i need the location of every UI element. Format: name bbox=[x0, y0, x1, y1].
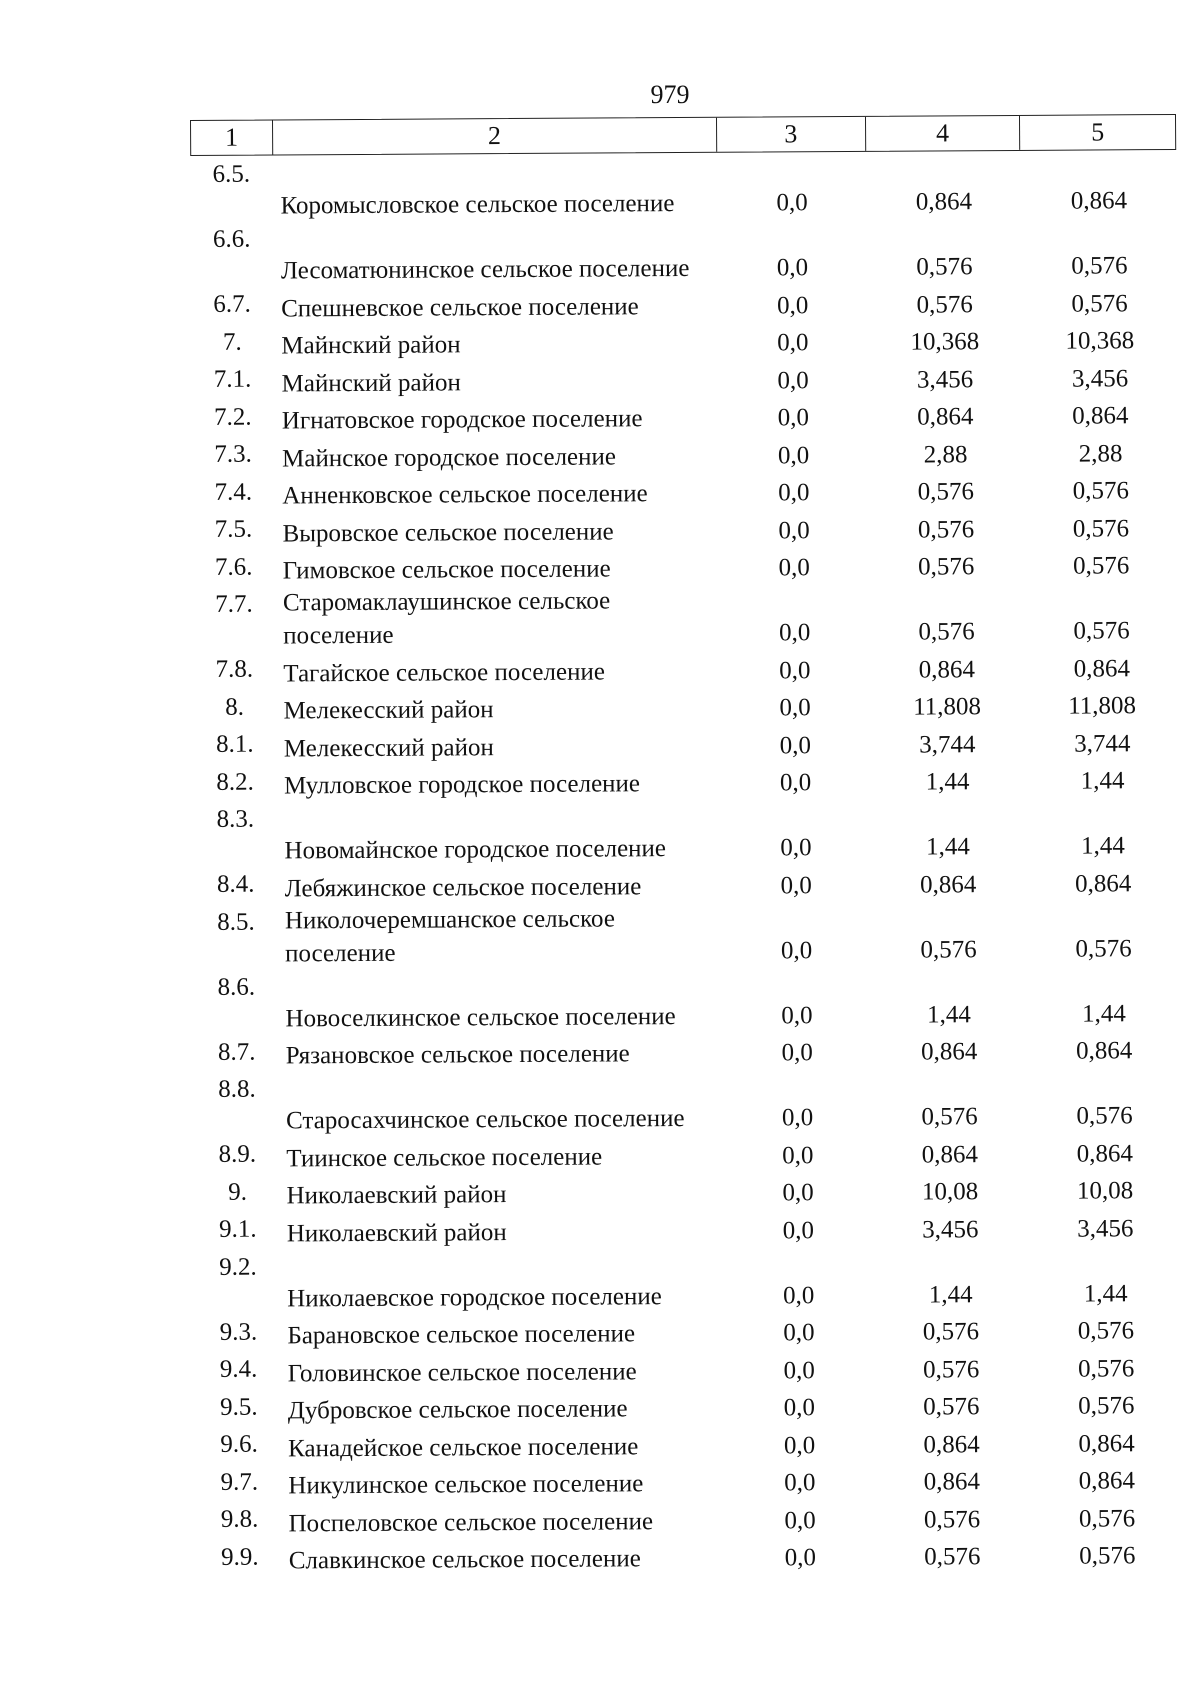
row-number: 8.5. bbox=[217, 908, 255, 936]
row-col-5: 1,44 bbox=[1080, 832, 1125, 860]
table-row bbox=[195, 964, 1181, 1035]
row-col-4: 0,576 bbox=[916, 253, 973, 281]
row-col-5: 3,744 bbox=[1074, 729, 1131, 758]
header-col-2: 2 bbox=[273, 118, 717, 155]
table-row bbox=[197, 1207, 1183, 1251]
table-row bbox=[194, 797, 1180, 868]
row-col-3: 0,0 bbox=[781, 1104, 814, 1132]
row-col-5: 11,808 bbox=[1068, 692, 1137, 720]
row-name: Тагайское сельское поселение bbox=[283, 657, 605, 687]
row-col-5: 0,576 bbox=[1071, 252, 1128, 280]
row-col-4: 10,368 bbox=[910, 328, 980, 356]
table-body bbox=[190, 152, 1185, 1578]
row-col-3: 0,0 bbox=[783, 1431, 816, 1459]
row-col-4: 0,576 bbox=[917, 515, 975, 544]
header-col-3: 3 bbox=[717, 117, 866, 152]
row-name: Гимовское сельское поселение bbox=[282, 555, 611, 585]
row-col-3: 0,0 bbox=[782, 1281, 815, 1309]
row-number: 6.7. bbox=[213, 290, 251, 318]
row-col-3: 0,0 bbox=[776, 189, 808, 217]
row-number: 6.6. bbox=[212, 225, 251, 253]
row-number: 8.6. bbox=[217, 973, 256, 1001]
row-col-3: 0,0 bbox=[778, 619, 811, 647]
row-col-4: 0,864 bbox=[921, 1140, 979, 1169]
row-number: 6.5. bbox=[212, 160, 251, 188]
row-col-4: 0,576 bbox=[920, 935, 977, 964]
table-header-row bbox=[190, 114, 1176, 156]
row-number: 8.4. bbox=[216, 870, 255, 898]
header-col-4: 4 bbox=[866, 116, 1021, 151]
table-row bbox=[192, 432, 1178, 476]
row-col-5: 0,864 bbox=[1078, 1429, 1135, 1458]
row-number: 9.7. bbox=[220, 1468, 259, 1496]
table-row bbox=[198, 1497, 1184, 1541]
row-col-5: 0,576 bbox=[1079, 1542, 1136, 1570]
table-row bbox=[198, 1422, 1184, 1466]
row-col-3: 0,0 bbox=[784, 1469, 816, 1497]
row-number: 9.8. bbox=[220, 1505, 259, 1533]
row-col-3: 0,0 bbox=[778, 554, 810, 582]
row-col-4: 0,864 bbox=[919, 870, 977, 899]
row-col-5: 0,576 bbox=[1077, 1354, 1135, 1383]
row-name: Николаевское городское поселение bbox=[287, 1282, 662, 1312]
row-col-4: 1,44 bbox=[928, 1280, 973, 1309]
table-row bbox=[198, 1347, 1184, 1391]
row-name: Барановское сельское поселение bbox=[287, 1320, 636, 1350]
row-name: Мелекесский район bbox=[283, 696, 494, 725]
row-col-4: 0,576 bbox=[922, 1355, 980, 1384]
table-row bbox=[196, 1132, 1182, 1176]
table-row bbox=[190, 152, 1176, 223]
data-table bbox=[190, 114, 1185, 1578]
row-name: Спешневское сельское поселение bbox=[281, 292, 639, 322]
table-row bbox=[198, 1459, 1184, 1503]
row-col-5: 0,576 bbox=[1073, 552, 1130, 580]
row-name: Майнский район bbox=[281, 368, 461, 397]
row-col-5: 2,88 bbox=[1078, 439, 1123, 468]
row-col-3: 0,0 bbox=[780, 871, 812, 899]
row-number: 7.6. bbox=[214, 553, 253, 581]
row-col-3: 0,0 bbox=[780, 834, 812, 862]
row-col-5: 0,576 bbox=[1072, 514, 1130, 543]
row-col-4: 1,44 bbox=[927, 1000, 971, 1029]
row-number: 8.3. bbox=[216, 805, 255, 833]
page-number: 979 bbox=[650, 80, 690, 109]
row-number: 8. bbox=[225, 693, 245, 721]
row-name: Дубровское сельское поселение bbox=[287, 1395, 628, 1425]
row-number: 9. bbox=[228, 1178, 248, 1206]
row-name: Николаевский район bbox=[286, 1218, 507, 1247]
row-col-4: 0,576 bbox=[922, 1318, 980, 1346]
row-name: Мелекесский район bbox=[283, 733, 494, 762]
row-number: 7.2. bbox=[213, 403, 252, 431]
row-number: 8.9. bbox=[218, 1140, 257, 1168]
table-row bbox=[195, 899, 1181, 970]
row-col-4: 0,576 bbox=[918, 553, 975, 581]
row-col-3: 0,0 bbox=[778, 516, 810, 544]
row-col-5: 3,456 bbox=[1071, 364, 1129, 393]
row-number: 9.9. bbox=[220, 1543, 259, 1571]
table-row bbox=[193, 647, 1179, 691]
row-col-4: 0,576 bbox=[923, 1393, 980, 1421]
table-row bbox=[191, 282, 1177, 326]
row-col-4: 0,864 bbox=[915, 188, 973, 216]
row-number: 9.4. bbox=[219, 1355, 258, 1383]
row-number: 8.1. bbox=[215, 730, 254, 758]
table-row bbox=[195, 862, 1181, 906]
row-col-4: 11,808 bbox=[913, 693, 982, 721]
row-number: 9.1. bbox=[218, 1215, 257, 1243]
table-row bbox=[199, 1534, 1185, 1578]
row-name: Николаевский район bbox=[286, 1181, 507, 1210]
row-name: Никулинское сельское поселение bbox=[288, 1470, 644, 1500]
table-row bbox=[192, 394, 1178, 438]
row-col-4: 3,744 bbox=[919, 730, 976, 759]
row-name: Лесоматюнинское сельское поселение bbox=[280, 254, 690, 285]
row-col-5: 0,864 bbox=[1075, 1037, 1133, 1065]
row-col-5: 3,456 bbox=[1077, 1214, 1134, 1243]
row-col-4: 0,576 bbox=[917, 478, 974, 506]
row-col-4: 0,864 bbox=[923, 1430, 980, 1459]
row-number: 9.3. bbox=[219, 1318, 258, 1346]
row-name: Мулловское городское поселение bbox=[283, 770, 641, 800]
row-number: 7.5. bbox=[214, 515, 253, 543]
header-col-1: 1 bbox=[191, 120, 273, 154]
table-row bbox=[196, 1067, 1182, 1138]
row-number: 9.6. bbox=[220, 1430, 258, 1458]
row-col-5: 0,864 bbox=[1076, 1139, 1134, 1168]
row-col-3: 0,0 bbox=[779, 656, 811, 684]
row-number: 8.8. bbox=[218, 1075, 256, 1103]
row-col-3: 0,0 bbox=[784, 1506, 816, 1534]
row-col-3: 0,0 bbox=[779, 694, 811, 722]
row-col-5: 0,576 bbox=[1078, 1392, 1135, 1420]
row-col-4: 10,08 bbox=[921, 1178, 979, 1206]
row-col-3: 0,0 bbox=[779, 769, 812, 797]
row-col-4: 0,576 bbox=[916, 290, 973, 319]
row-col-3: 0,0 bbox=[777, 329, 809, 357]
row-name: Николочеремшанское сельское поселение bbox=[284, 904, 615, 967]
row-col-3: 0,0 bbox=[782, 1179, 814, 1207]
row-col-4: 3,456 bbox=[922, 1215, 979, 1244]
row-col-3: 0,0 bbox=[782, 1141, 814, 1169]
row-col-3: 0,0 bbox=[781, 1039, 813, 1067]
row-name: Новоселкинское сельское поселение bbox=[285, 1002, 676, 1032]
row-col-4: 0,576 bbox=[923, 1505, 981, 1534]
row-col-3: 0,0 bbox=[777, 366, 809, 394]
table-row bbox=[198, 1384, 1184, 1428]
row-col-4: 0,576 bbox=[918, 618, 975, 646]
table-row bbox=[191, 319, 1177, 363]
row-number: 7.8. bbox=[215, 655, 254, 683]
row-col-3: 0,0 bbox=[776, 254, 809, 282]
row-name: Головинское сельское поселение bbox=[287, 1357, 637, 1387]
row-col-5: 0,576 bbox=[1075, 934, 1132, 963]
row-number: 9.5. bbox=[220, 1393, 258, 1421]
row-col-3: 0,0 bbox=[781, 1001, 813, 1029]
row-col-5: 0,576 bbox=[1078, 1504, 1136, 1533]
row-name: Лебяжинское сельское поселение bbox=[284, 872, 642, 902]
row-col-5: 1,44 bbox=[1082, 999, 1126, 1028]
row-col-4: 0,864 bbox=[923, 1468, 981, 1496]
row-col-3: 0,0 bbox=[777, 404, 810, 432]
table-row bbox=[196, 1169, 1182, 1213]
row-col-4: 2,88 bbox=[923, 440, 968, 469]
row-name: Поспеловское сельское поселение bbox=[288, 1507, 654, 1537]
row-col-5: 0,576 bbox=[1073, 617, 1130, 645]
row-name: Славкинское сельское поселение bbox=[288, 1545, 641, 1575]
row-col-4: 1,44 bbox=[925, 768, 970, 796]
row-name: Канадейское сельское поселение bbox=[288, 1432, 639, 1462]
row-col-3: 0,0 bbox=[783, 1319, 815, 1347]
row-col-5: 0,864 bbox=[1072, 402, 1129, 430]
row-col-4: 0,864 bbox=[918, 655, 976, 684]
row-col-5: 0,864 bbox=[1073, 654, 1131, 683]
row-col-5: 0,576 bbox=[1077, 1317, 1135, 1345]
row-col-3: 0,0 bbox=[776, 291, 809, 319]
row-name: Тиинское сельское поселение bbox=[286, 1143, 603, 1172]
table-row bbox=[191, 357, 1177, 401]
row-col-3: 0,0 bbox=[778, 479, 810, 507]
row-number: 7.1. bbox=[213, 365, 252, 393]
row-col-4: 3,456 bbox=[916, 365, 974, 394]
row-col-3: 0,0 bbox=[779, 731, 812, 759]
row-name: Игнатовское городское поселение bbox=[281, 405, 643, 435]
header-col-5: 5 bbox=[1091, 117, 1105, 147]
table-row bbox=[194, 759, 1180, 803]
table-row bbox=[193, 544, 1179, 588]
row-col-5: 0,576 bbox=[1072, 477, 1129, 505]
row-col-3: 0,0 bbox=[777, 441, 810, 469]
row-number: 8.2. bbox=[216, 768, 254, 796]
row-name: Коромысловское сельское поселение bbox=[280, 190, 675, 220]
table-row bbox=[194, 722, 1180, 766]
row-col-4: 0,864 bbox=[920, 1038, 978, 1066]
row-col-3: 0,0 bbox=[784, 1544, 817, 1572]
row-name: Майнское городское поселение bbox=[281, 442, 617, 472]
row-col-5: 0,864 bbox=[1070, 187, 1128, 215]
table-row bbox=[196, 1029, 1182, 1073]
row-name: Выровское сельское поселение bbox=[282, 517, 614, 547]
row-name: Новомайнское городское поселение bbox=[284, 835, 667, 865]
row-col-5: 0,864 bbox=[1078, 1467, 1136, 1495]
row-col-3: 0,0 bbox=[783, 1394, 816, 1422]
row-col-4: 0,576 bbox=[921, 1103, 978, 1131]
table-row bbox=[192, 507, 1178, 551]
row-number: 9.2. bbox=[219, 1253, 257, 1281]
row-col-5: 0,576 bbox=[1076, 1102, 1133, 1130]
row-col-5: 10,08 bbox=[1076, 1177, 1134, 1205]
row-col-5: 10,368 bbox=[1065, 327, 1135, 355]
table-row bbox=[197, 1244, 1183, 1315]
row-name: Анненковское сельское поселение bbox=[282, 480, 648, 510]
row-number: 7.4. bbox=[214, 478, 253, 506]
row-col-5: 0,576 bbox=[1071, 289, 1128, 318]
row-number: 7.7. bbox=[215, 590, 253, 618]
row-col-5: 1,44 bbox=[1080, 767, 1125, 795]
row-col-5: 1,44 bbox=[1083, 1279, 1128, 1308]
row-name: Рязановское сельское поселение bbox=[285, 1040, 630, 1070]
row-col-4: 1,44 bbox=[925, 833, 970, 861]
table-row bbox=[193, 684, 1179, 728]
table-row bbox=[191, 217, 1177, 288]
row-name: Старомаклаушинское сельское поселение bbox=[282, 587, 611, 650]
row-number: 8.7. bbox=[217, 1038, 256, 1066]
row-col-5: 0,864 bbox=[1074, 869, 1132, 898]
table-row bbox=[192, 469, 1178, 513]
row-number: 7.3. bbox=[214, 440, 252, 468]
table-row bbox=[197, 1309, 1183, 1353]
row-col-3: 0,0 bbox=[782, 1216, 815, 1244]
row-col-3: 0,0 bbox=[780, 936, 813, 964]
row-number: 7. bbox=[222, 328, 242, 356]
row-col-3: 0,0 bbox=[783, 1356, 815, 1384]
row-name: Майнский район bbox=[281, 331, 461, 360]
table-row bbox=[193, 582, 1179, 653]
row-col-4: 0,576 bbox=[924, 1543, 981, 1571]
row-col-4: 0,864 bbox=[917, 403, 974, 431]
row-name: Старосахчинское сельское поселение bbox=[286, 1104, 685, 1135]
